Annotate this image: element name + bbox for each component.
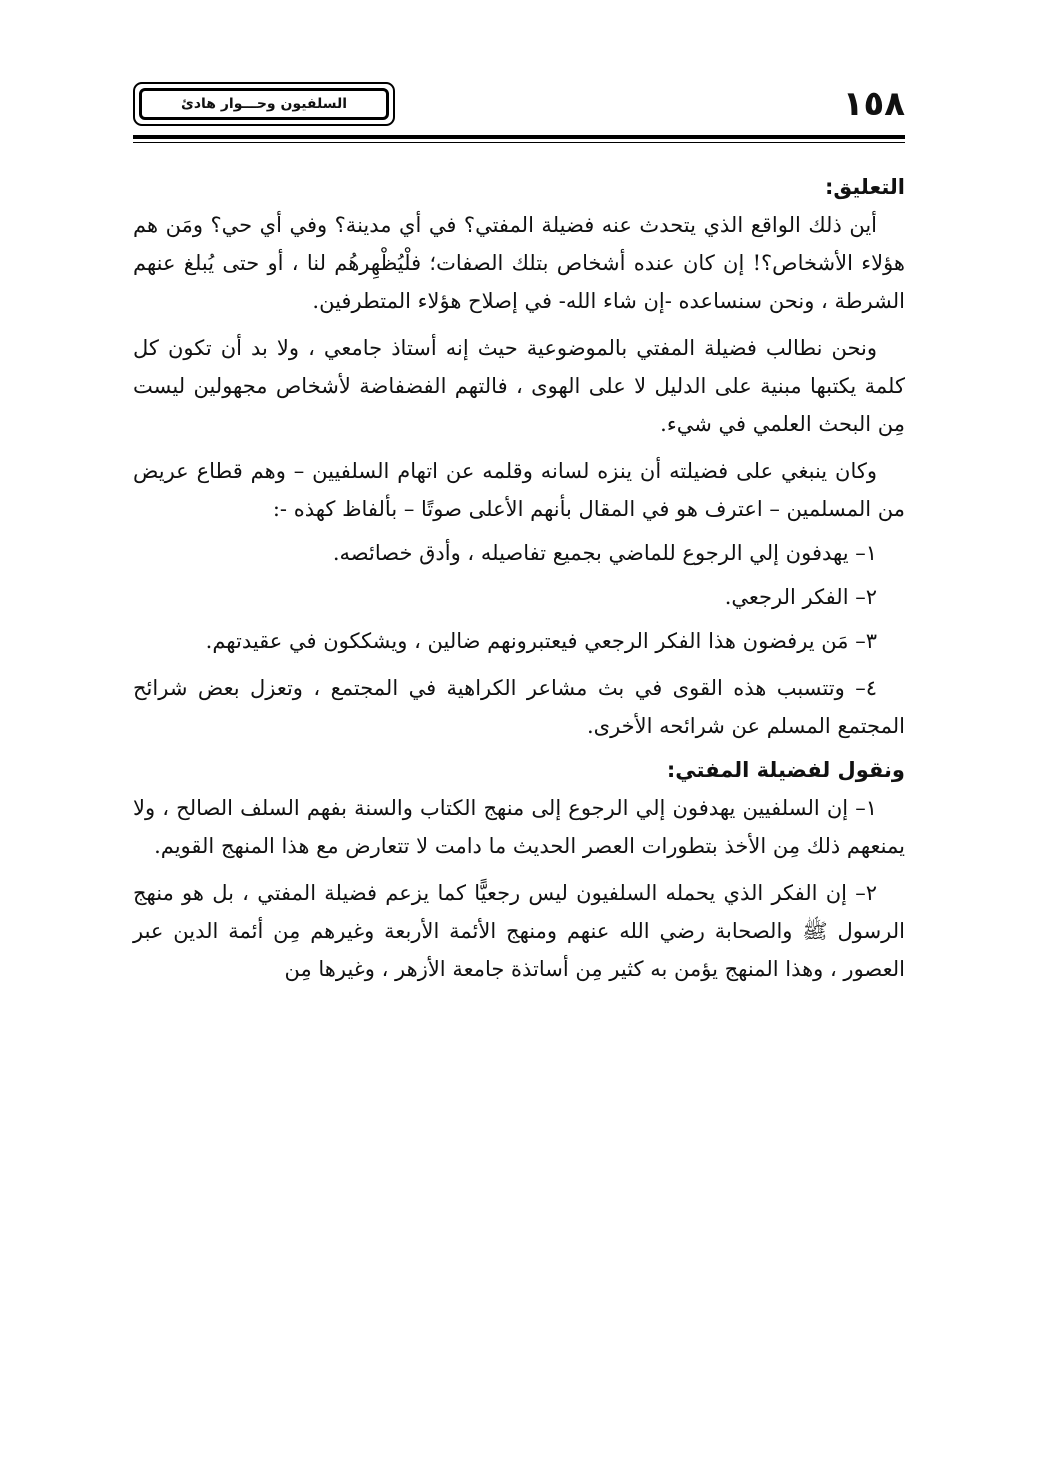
paragraph: ونحن نطالب فضيلة المفتي بالموضوعية حيث إنه أستاذ جامعي ، ولا بد أن تكون كل كلمة يكتبها مبنية على الدليل لا على الهوى ، فالتهم الفضفاضة لأشخاص مجهولين ليست مِن البحث العلمي في شيء. — [133, 336, 905, 436]
list-item: ٢– الفكر الرجعي. — [724, 585, 877, 609]
paragraph: أين ذلك الواقع الذي يتحدث عنه فضيلة المفتي؟ في أي مدينة؟ وفي أي حي؟ ومَن هم هؤلاء الأشخاص؟! إن كان عنده أشخاص بتلك الصفات؛ فلْيُظْهِرهُم لنا ، أو حتى يُبلغ عنهم الشرطة ، ونحن سنساعده -إن شاء الله- في إصلاح هؤلاء المتطرفين. — [133, 213, 905, 313]
running-title-frame — [133, 82, 395, 126]
running-title: السلفيون وحـــوار هادئ — [139, 88, 389, 120]
list-item: ١– يهدفون إلي الرجوع للماضي بجميع تفاصيله ، وأدق خصائصه. — [332, 541, 877, 565]
list-item: ١– إن السلفيين يهدفون إلي الرجوع إلى منهج الكتاب والسنة بفهم السلف الصالح ، ولا يمنعهم ذلك مِن الأخذ بتطورات العصر الحديث ما دامت لا تتعارض مع هذا المنهج القويم. — [133, 796, 905, 858]
header-rule-thin — [133, 142, 905, 143]
list-item: ٢– إن الفكر الذي يحمله السلفيون ليس رجعيًّا كما يزعم فضيلة المفتي ، بل هو منهج الرسول ﷺ والصحابة رضي الله عنهم ومنهج الأئمة الأربعة وغيرهم مِن أئمة الدين عبر العصور ، وهذا المنهج يؤمن به كثير مِن أساتذة جامعة الأزهر ، وغيرها مِن — [133, 881, 905, 981]
page-header — [133, 82, 905, 144]
list-item: ٤– وتتسبب هذه القوى في بث مشاعر الكراهية في المجتمع ، وتعزل بعض شرائح المجتمع المسلم عن شرائحه الأخرى. — [133, 676, 905, 738]
paragraph: وكان ينبغي على فضيلته أن ينزه لسانه وقلمه عن اتهام السلفيين – وهم قطاع عريض من المسلمين – اعترف هو في المقال بأنهم الأعلى صوتًا – بألفاظ كهذه -: — [133, 459, 905, 521]
page-body — [133, 168, 905, 997]
header-rule-thick — [133, 135, 905, 139]
section-heading-commentary: التعليق: — [825, 175, 905, 199]
section-heading-response: ونقول لفضيلة المفتي: — [666, 758, 905, 782]
list-item: ٣– مَن يرفضون هذا الفكر الرجعي فيعتبرونهم ضالين ، ويشككون في عقيدتهم. — [205, 629, 877, 653]
page-number: ١٥٨ — [842, 84, 905, 124]
